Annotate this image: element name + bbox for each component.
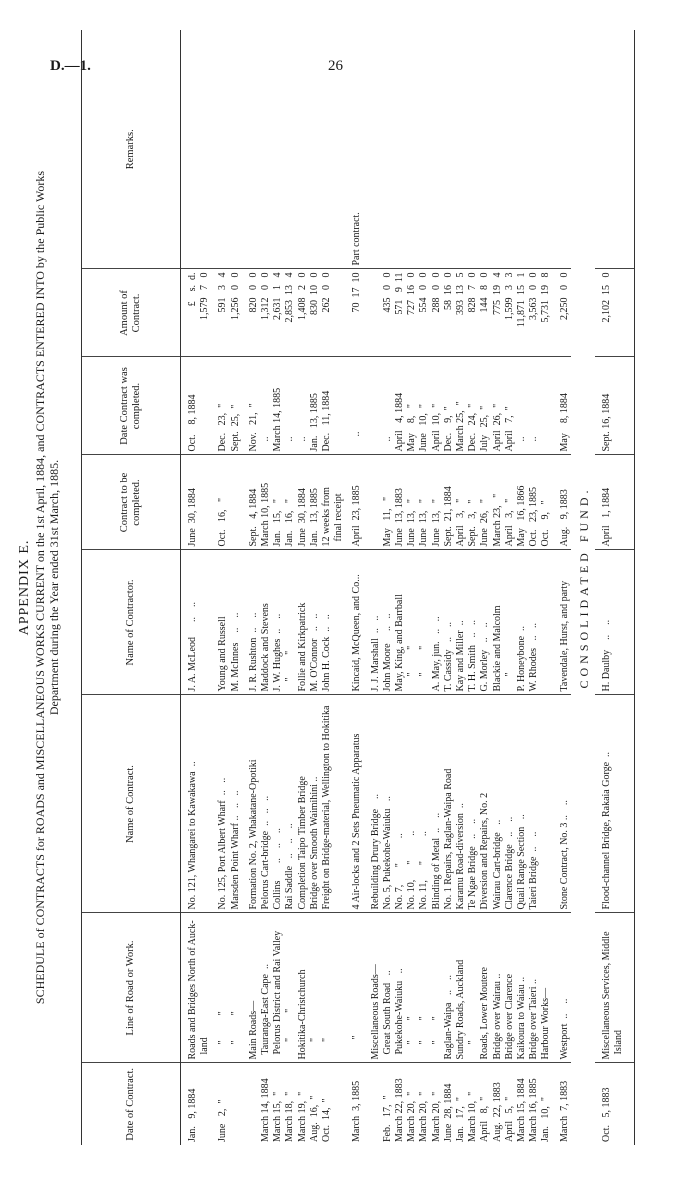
cell-contract: No. 125, Port Albert Wharf .. .. Marsden Point Wharf .. .. .. (211, 695, 241, 913)
cell-contractor: J. A. McLeod .. .. (181, 550, 212, 695)
cell-completed: Sept. 16, 1884 (595, 357, 625, 455)
table-row (595, 30, 625, 1145)
col-header-date: Date of Contract. (82, 1063, 181, 1145)
cell-contractor: H. Daulby .. .. (595, 550, 625, 695)
cell-date: Feb. 17, " March 22, 1883 March 20, " March 20, " March 20, " June 28, 1884 Jan. 17, " March 10, " April 8, " Aug. 22, 1883 April 5, " March 15, 1884 March 16, 1885 Jan. 10, " (381, 1078, 552, 1142)
cell-line: Miscellaneous Services, Middle Island (595, 913, 625, 1063)
table-row (181, 30, 212, 1145)
fund-heading-row (571, 30, 595, 1145)
cell-contract: Formation No. 2, Whakatane-Opotiki Pelorus Cart-bridge .. .. .. Collins .. .. .. Rai Saddle .. .. .. Completion Taipo Timber Bridge Bridge over Smooth Waimihini .. Freight on Bridge-material, Wellington to Hokitika (242, 695, 346, 913)
cell-date: June 2, " (217, 1099, 229, 1142)
cell-contract: Stone Contract, No. 3 .. .. (553, 695, 571, 913)
cell-amount: 820 0 0 1,312 0 0 2,631 1 4 2,853 13 4 1,408 2 0 830 10 0 262 0 0 (242, 269, 346, 357)
col-header-completed: Date Contract was completed. (82, 357, 181, 455)
cell-completed: Dec. 23, " Sept. 25, " (211, 357, 241, 455)
cell-line: Miscellaneous Roads— Great South Road .. Pukekohe-Waiuku .. " " " " " " Raglan-Waipa .. .. Sundry Roads, Auckland " Roads, Lower Moutere Bridge over Wairau .. Bridge over Clarence Kaikoura to Waiau .. Bridge over Taieri .. Harbour Works— (364, 913, 553, 1063)
table-row (211, 30, 241, 1145)
cell-remarks (242, 30, 346, 269)
page-number: 26 (328, 58, 343, 74)
table-row (553, 30, 571, 1145)
cell-completed: .. April 4, 1884 May 8, " June 10, " April 10, " Dec. 9, " March 25, " Dec. 24, " July 25, " April 26, " April 7, " .. .. (364, 357, 553, 455)
col-header-to-complete: Contract to be completed. (82, 455, 181, 550)
cell-contract: Flood-channel Bridge, Rakaia Gorge .. (595, 695, 625, 913)
cell-to-complete: April 1, 1884 (595, 455, 625, 550)
cell-line: Westport .. .. (553, 913, 571, 1063)
cell-contractor: J. R. Rushton .. .. Maddock and Stevens J. W. Hughes .. .. " " Follie and Kirkpatrick M. O'Connor .. .. John H. Cock .. .. (242, 550, 346, 695)
cell-remarks (181, 30, 212, 269)
fund-heading: CONSOLIDATED FUND. (576, 486, 591, 689)
cell-date: Jan. 9, 1884 (187, 1088, 198, 1142)
cell-to-complete: May 11, " June 13, 1883 June 13, " June 13, " June 13, " Sept. 21, 1884 April 3, " Sept. 3, " June 26, " March 23, " April 3, " May 16, 1866 Oct. 23, 1885 Oct. 9, " (364, 455, 553, 550)
cell-line: Main Roads— Tauranga-East Cape .. Pelorus District and Rai Valley " " Hokitika-Christchurch " " (242, 913, 346, 1063)
title-block (15, 30, 79, 1145)
cell-completed: Oct. 8, 1884 (181, 357, 212, 455)
cell-to-complete: Aug. 9, 1883 (553, 455, 571, 550)
appendix-heading: APPENDIX E. (17, 539, 32, 636)
col-header-contract: Name of Contract. (82, 695, 181, 913)
cell-contract: Rebuilding Drury Bridge .. No. 5, Pukekohe-Waiuku .. No. 7, " .. No. 10, " .. No. 11, " .. Blinding of Metal .. .. No. 1 Repairs, Raglan-Waipa Road Karamu Road-diversion .. Te Ngae Bridge .. .. Diversion and Repairs, No. 2 Wairau Cart-bridge .. Clarence Bridge .. .. Quail Range Section .. Taieri Bridge .. .. (364, 695, 553, 913)
cell-contractor: Young and Russell M. McInnes .. .. (211, 550, 241, 695)
col-header-amount: Amount of Contract. (82, 269, 181, 357)
cell-date: March 7, 1883 (558, 1080, 570, 1142)
cell-contract: No. 121, Whangarei to Kawakawa .. (181, 695, 212, 913)
col-header-contractor: Name of Contractor. (82, 550, 181, 695)
cell-contractor: J. J. Marshall .. .. John Moore .. .. May, King, and Barrball " " " " A. May, jun. .. .. T. Cassidy .. .. Kay and Miller .. T. H. Smith .. .. G. Morley .. .. Blackie and Malcolm " P. Honeybone .. W. Rhodes .. .. (364, 550, 553, 695)
cell-to-complete: Sept. 4, 1884 March 10, 1885 Jan. 15, " Jan. 16, " June 30, 1884 Jan. 13, 1885 12 weeks from final receipt (242, 455, 346, 550)
cell-amount: 591 3 4 1,256 0 0 (211, 269, 241, 357)
schedule-title-line-2: Department during the Year ended 31st March, 1885. (47, 459, 61, 716)
table-row (345, 30, 363, 1145)
rotated-schedule (15, 30, 700, 1145)
cell-contractor: Kincaid, McQueen, and Co... (345, 550, 363, 695)
cell-contract: 4 Air-locks and 2 Sets Pneumatic Apparatus (345, 695, 363, 913)
cell-to-complete: June 30, 1884 (181, 455, 212, 550)
cell-completed: .. (345, 357, 363, 455)
cell-amount: 2,250 0 0 (553, 269, 571, 357)
page-reference: D.—1. (50, 58, 91, 74)
cell-date: Oct. 5, 1883 (601, 1087, 613, 1142)
cell-amount: 70 17 10 (345, 269, 363, 357)
col-header-line: Line of Road or Work. (82, 913, 181, 1063)
cell-remarks (211, 30, 241, 269)
table-bottom-rule (626, 30, 635, 1145)
cell-amount: £ s. d. 1,579 7 0 (181, 269, 212, 357)
cell-completed: May 8, 1884 (553, 357, 571, 455)
col-header-remarks: Remarks. (82, 30, 181, 269)
cell-completed: Nov. 21, " .. March 14, 1885 .. .. Jan. 13, 1885 Dec. 11, 1884 (242, 357, 346, 455)
contracts-table (81, 30, 635, 1145)
cell-amount: 2,102 15 0 (595, 269, 625, 357)
cell-remarks: Part contract. (345, 30, 363, 269)
cell-line: " " " " (211, 913, 241, 1063)
cell-line: Roads and Bridges North of Auck- land (181, 913, 212, 1063)
cell-line: " (345, 913, 363, 1063)
cell-remarks (595, 30, 625, 269)
cell-amount: 435 0 0 571 9 11 727 16 0 554 0 0 288 0 0 58 16 0 393 13 5 828 7 0 144 8 0 775 19 4 1,599 3 3 11,871 15 1 3,563 0 0 5,731 19 8 (364, 269, 553, 357)
cell-date: March 3, 1885 (351, 1080, 363, 1142)
cell-to-complete: April 23, 1885 (345, 455, 363, 550)
table-row (242, 30, 346, 1145)
cell-to-complete: Oct. 16, " (211, 455, 241, 550)
cell-contractor: Tavendale, Hurst, and party (553, 550, 571, 695)
cell-remarks (553, 30, 571, 269)
table-header-row (82, 30, 181, 1145)
table-row (364, 30, 553, 1145)
cell-date: March 14, 1884 March 15, " March 18, " March 19, " Aug. 16, " Oct. 14, " (260, 1078, 333, 1142)
cell-remarks (364, 30, 553, 269)
schedule-title-line-1: SCHEDULE of CONTRACTS for ROADS and MISCELLANEOUS WORKS CURRENT on the 1st April, 1884, and CONTRACTS ENTERED INTO by the Public Works (33, 170, 47, 1005)
